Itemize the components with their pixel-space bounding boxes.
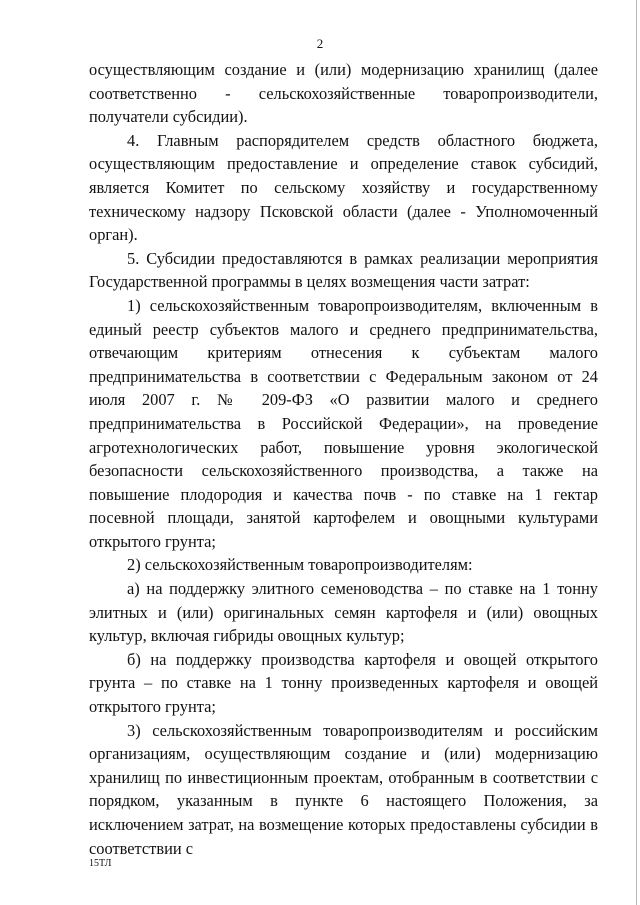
paragraph-item-4: 4. Главным распорядителем средств областного бюджета, осуществляющим предоставление и определение ставок субсидий, является Комитет по сельскому хозяйству и государственному техническому надзору Псковской области (далее - Уполномоченный орган). xyxy=(89,130,598,245)
paragraph-subitem-1: 1) сельскохозяйственным товаропроизводителям, включенным в единый реестр субъектов малого и среднего предпринимательства, отвечающим критериям отнесения к субъектам малого предпринимательства в соответствии с Федеральным законом от 24 июля 2007 г. № 209-ФЗ «О развитии малого и среднего предпринимательства в Российской Федерации», на проведение агротехнологических работ, повышение уровня экологической безопасности сельскохозяйственного производства, а также на повышение плодородия и качества почв - по ставке на 1 гектар посевной площади, занятой картофелем и овощными культурами открытого грунта; xyxy=(89,295,598,551)
paragraph-subitem-2b: б) на поддержку производства картофеля и овощей открытого грунта – по ставке на 1 тонну произведенных картофеля и овощей открытого грунта; xyxy=(89,649,598,717)
paragraph-subitem-2a: а) на поддержку элитного семеноводства – по ставке на 1 тонну элитных и (или) оригинальных семян картофеля и (или) овощных культур, включая гибриды овощных культур; xyxy=(89,579,598,646)
paragraph-subitem-2: 2) сельскохозяйственным товаропроизводителям: xyxy=(127,555,473,575)
paragraph-subitem-3: 3) сельскохозяйственным товаропроизводителям и российским организациям, осуществляющим создание и (или) модернизацию хранилищ по инвестиционным проектам, отобранным в соответствии с порядком, указанным в пункте 6 настоящего Положения, за исключением затрат, на возмещение которых предоставлены субсидии в соответствии с xyxy=(89,720,598,858)
scan-edge-line xyxy=(636,0,637,905)
paragraph-continuation: осуществляющим создание и (или) модернизацию хранилищ (далее соответственно - сельскохозяйственные товаропроизводители, получатели субсидии). xyxy=(89,60,598,127)
paragraph-item-5: 5. Субсидии предоставляются в рамках реализации мероприятия Государственной программы в целях возмещения части затрат: xyxy=(89,248,598,292)
page-number: 2 xyxy=(316,36,324,51)
document-body xyxy=(89,58,598,860)
footer-code: 15ТЛ xyxy=(89,858,112,869)
